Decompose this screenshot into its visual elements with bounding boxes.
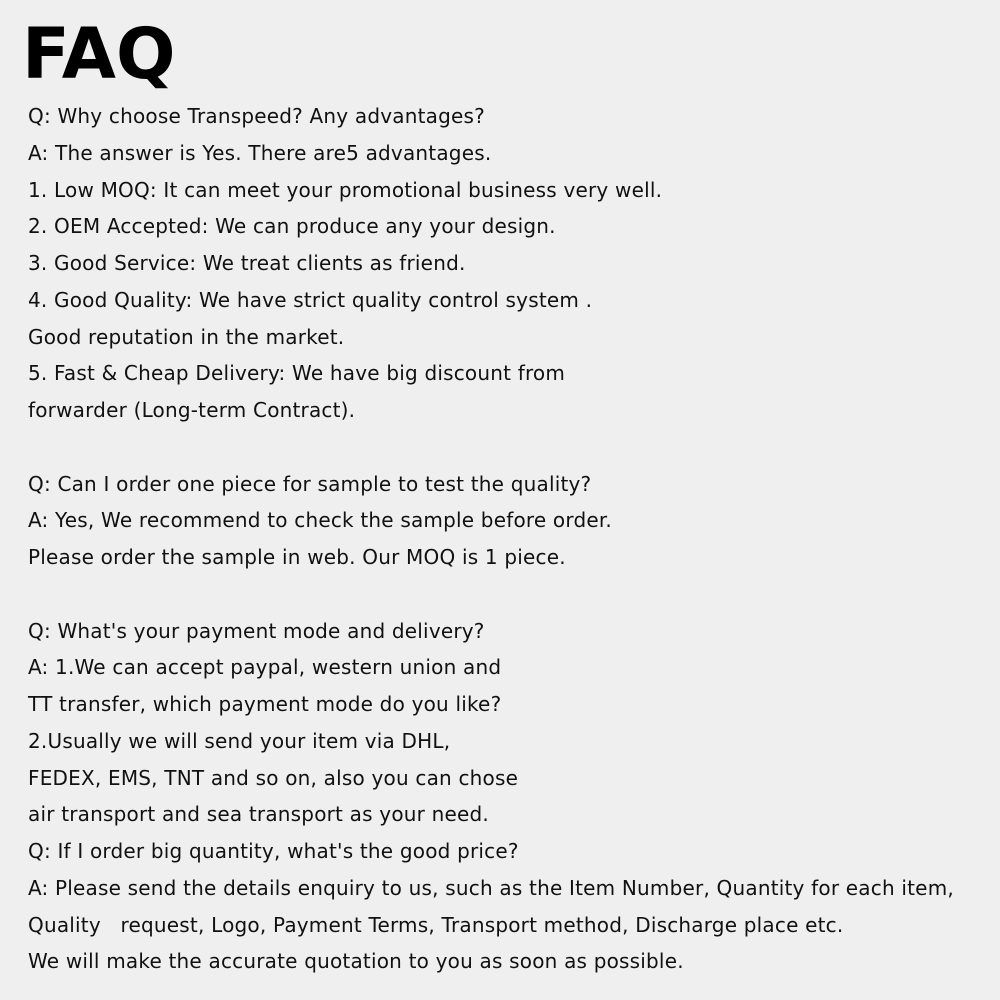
faq-answer-line: air transport and sea transport as your need. bbox=[28, 802, 489, 827]
faq-answer-line: 2.Usually we will send your item via DHL, bbox=[28, 728, 451, 753]
faq-answer-price: A: Please send the details enquiry to us, such as the Item Number, Quantity for each item, bbox=[28, 875, 954, 900]
faq-answer-line: TT transfer, which payment mode do you like? bbox=[28, 692, 502, 716]
faq-answer-payment: A: 1.We can accept paypal, western union and bbox=[28, 655, 502, 680]
faq-answer-sample: A: Yes, We recommend to check the sample before order. bbox=[28, 508, 612, 533]
faq-answer-line: 4. Good Quality: We have strict quality control system . bbox=[28, 287, 593, 312]
faq-answer-line: Quality request, Logo, Payment Terms, Transport method, Discharge place etc. bbox=[28, 912, 844, 937]
faq-question-sample: Q: Can I order one piece for sample to test the quality? bbox=[28, 471, 592, 496]
faq-question-price: Q: If I order big quantity, what's the good price? bbox=[28, 839, 519, 863]
faq-answer-line: 5. Fast & Cheap Delivery: We have big discount from bbox=[28, 361, 566, 386]
faq-answer-line: FEDEX, EMS, TNT and so on, also you can chose bbox=[28, 765, 519, 790]
faq-answer-line: We will make the accurate quotation to you as soon as possible. bbox=[28, 949, 684, 974]
faq-answer-line: 1. Low MOQ: It can meet your promotional business very well. bbox=[28, 177, 663, 202]
faq-question-payment: Q: What's your payment mode and delivery? bbox=[28, 618, 485, 643]
faq-question-advantages: Q: Why choose Transpeed? Any advantages? bbox=[28, 104, 485, 128]
faq-answer-line: forwarder (Long-term Contract). bbox=[28, 398, 356, 422]
faq-answer-advantages: A: The answer is Yes. There are5 advantages. bbox=[28, 140, 492, 165]
blank-line bbox=[28, 576, 988, 613]
faq-answer-line: Please order the sample in web. Our MOQ is 1 piece. bbox=[28, 545, 566, 569]
blank-line bbox=[28, 429, 988, 466]
faq-content bbox=[28, 98, 988, 980]
faq-answer-line: 3. Good Service: We treat clients as friend. bbox=[28, 251, 466, 275]
page-title: FAQ bbox=[22, 13, 176, 95]
faq-answer-line: 2. OEM Accepted: We can produce any your design. bbox=[28, 214, 556, 239]
faq-answer-line: Good reputation in the market. bbox=[28, 324, 345, 349]
